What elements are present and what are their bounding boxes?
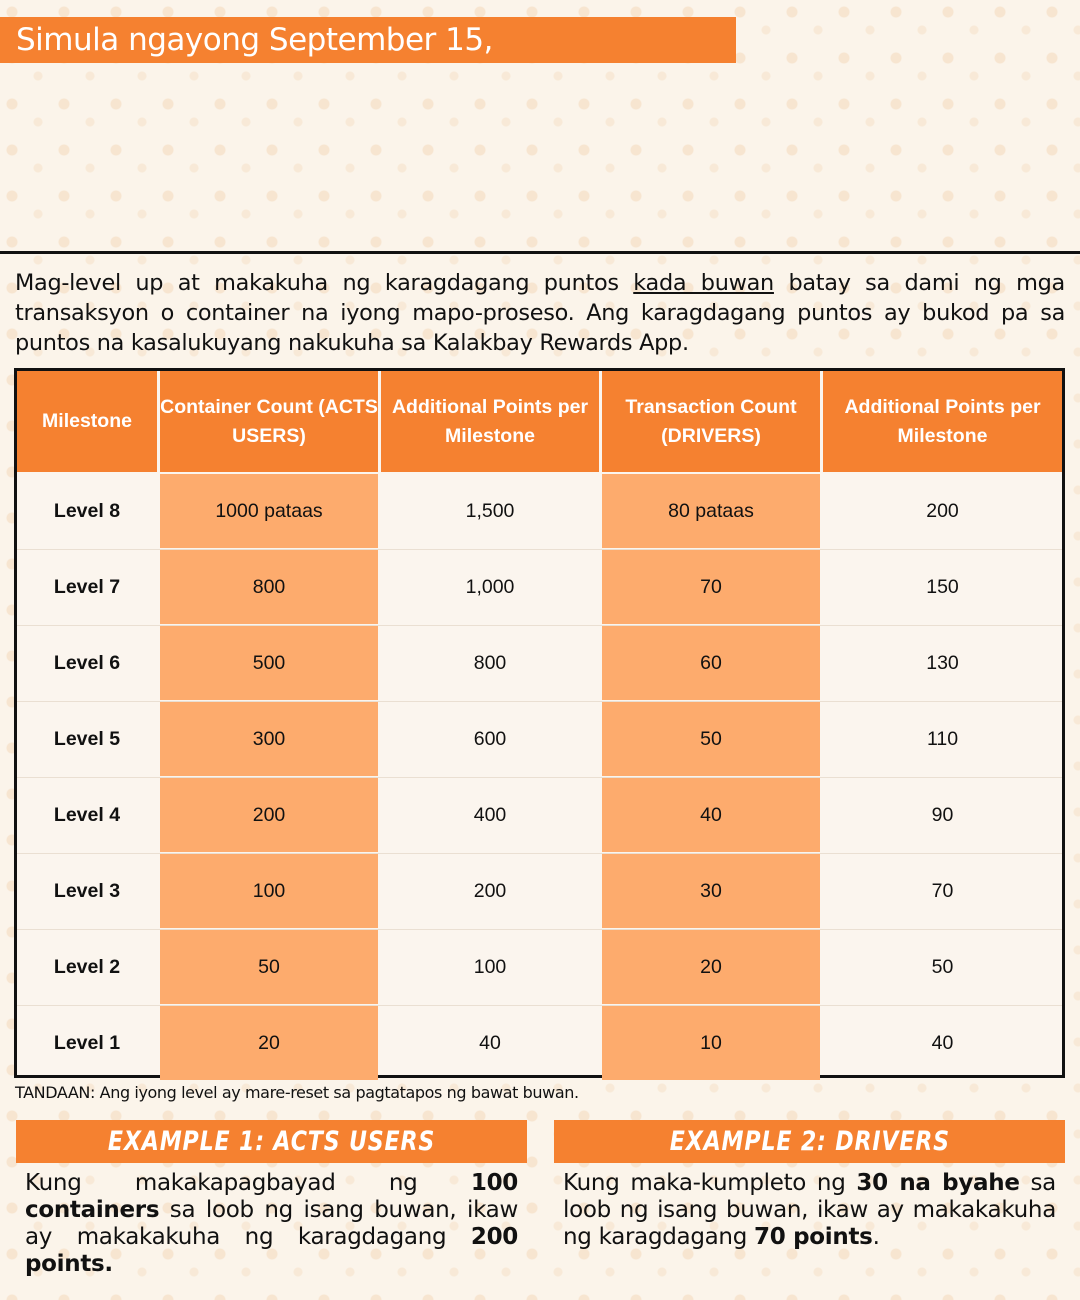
table-row bbox=[17, 1006, 1062, 1082]
example1-banner bbox=[16, 1120, 527, 1163]
cell-acts-points: 1,500 bbox=[465, 499, 515, 522]
header-container-count: Container Count (ACTS USERS) bbox=[160, 371, 378, 472]
cell-driver-points: 200 bbox=[926, 499, 959, 522]
header-title: Simula ngayong September 15, bbox=[16, 22, 493, 58]
reset-note: TANDAAN: Ang iyong level ay mare-reset sa pagtatapos ng bawat buwan. bbox=[15, 1083, 579, 1102]
cell-acts-points: 600 bbox=[473, 727, 507, 750]
cell-container-count: 200 bbox=[160, 778, 378, 852]
cell-container-count: 800 bbox=[160, 550, 378, 624]
cell-container-count: 500 bbox=[160, 626, 378, 700]
cell-level: Level 3 bbox=[53, 879, 121, 902]
example1-title: EXAMPLE 1: ACTS USERS bbox=[107, 1126, 436, 1157]
row-divider bbox=[17, 777, 1062, 778]
cell-acts-points: 1,000 bbox=[465, 575, 515, 598]
cell-level: Level 7 bbox=[53, 575, 121, 598]
intro-text-2: batay sa dami ng mga transaksyon o container na iyong mapo-proseso. Ang karagdagang puntos ay bukod pa sa puntos na kasalukuyang nakukuha sa Kalakbay Rewards App. bbox=[15, 270, 1065, 356]
row-divider bbox=[17, 701, 1062, 702]
milestone-table bbox=[14, 368, 1065, 1078]
table-header bbox=[17, 371, 1062, 472]
cell-acts-points: 40 bbox=[479, 1031, 501, 1054]
table-row bbox=[17, 474, 1062, 550]
cell-level: Level 6 bbox=[53, 651, 121, 674]
cell-driver-points: 90 bbox=[931, 803, 954, 826]
cell-transaction-count: 70 bbox=[602, 550, 820, 624]
cell-transaction-count: 50 bbox=[602, 702, 820, 776]
example2-text-2: sa loob ng isang buwan, ikaw ay makakakuha ng karagdagang bbox=[563, 1170, 1056, 1250]
cell-transaction-count: 80 pataas bbox=[602, 474, 820, 548]
table-row bbox=[17, 702, 1062, 778]
cell-driver-points: 130 bbox=[926, 651, 959, 674]
section-divider bbox=[0, 251, 1080, 254]
table-row bbox=[17, 930, 1062, 1006]
header-acts-points: Additional Points per Milestone bbox=[381, 371, 599, 472]
cell-level: Level 2 bbox=[53, 955, 121, 978]
cell-acts-points: 400 bbox=[473, 803, 507, 826]
example1-text-2: sa loob ng isang buwan, ikaw ay makakakuha ng karagdagang bbox=[25, 1197, 518, 1250]
cell-transaction-count: 20 bbox=[602, 930, 820, 1004]
table-row bbox=[17, 550, 1062, 626]
intro-underlined: kada buwan bbox=[633, 270, 774, 296]
row-divider bbox=[17, 549, 1062, 550]
cell-transaction-count: 10 bbox=[602, 1006, 820, 1080]
example2-bold-1: 30 na byahe bbox=[856, 1170, 1020, 1196]
header-transaction-count: Transaction Count (DRIVERS) bbox=[602, 371, 820, 472]
cell-acts-points: 100 bbox=[473, 955, 507, 978]
cell-transaction-count: 60 bbox=[602, 626, 820, 700]
cell-level: Level 8 bbox=[53, 499, 121, 522]
table-row bbox=[17, 778, 1062, 854]
example2-text-1: Kung maka-kumpleto ng bbox=[563, 1170, 857, 1196]
example1-text-1: Kung makakapagbayad ng bbox=[25, 1170, 471, 1196]
cell-container-count: 100 bbox=[160, 854, 378, 928]
cell-driver-points: 40 bbox=[931, 1031, 954, 1054]
cell-level: Level 5 bbox=[53, 727, 121, 750]
example2-title: EXAMPLE 2: DRIVERS bbox=[669, 1126, 950, 1157]
example2-bold-2: 70 points bbox=[754, 1224, 873, 1250]
cell-driver-points: 70 bbox=[931, 879, 954, 902]
example2-text-3: . bbox=[872, 1224, 880, 1250]
example2-text bbox=[563, 1170, 1056, 1251]
intro-paragraph bbox=[15, 268, 1065, 358]
row-divider bbox=[17, 853, 1062, 854]
example1-text bbox=[25, 1170, 518, 1278]
cell-level: Level 1 bbox=[53, 1031, 121, 1054]
example1-bold-2: 200 points. bbox=[25, 1224, 518, 1277]
cell-level: Level 4 bbox=[53, 803, 121, 826]
table-row bbox=[17, 626, 1062, 702]
row-divider bbox=[17, 1005, 1062, 1006]
cell-container-count: 20 bbox=[160, 1006, 378, 1080]
cell-acts-points: 200 bbox=[473, 879, 507, 902]
intro-text-1: Mag-level up at makakuha ng karagdagang puntos bbox=[15, 270, 634, 296]
header-milestone: Milestone bbox=[17, 371, 157, 472]
example2-banner bbox=[554, 1120, 1065, 1163]
cell-driver-points: 150 bbox=[926, 575, 959, 598]
header-driver-points: Additional Points per Milestone bbox=[823, 371, 1062, 472]
example1-bold-1: 100 containers bbox=[25, 1170, 518, 1223]
row-divider bbox=[17, 929, 1062, 930]
table-row bbox=[17, 854, 1062, 930]
cell-driver-points: 110 bbox=[926, 727, 959, 750]
cell-container-count: 50 bbox=[160, 930, 378, 1004]
cell-transaction-count: 40 bbox=[602, 778, 820, 852]
row-divider bbox=[17, 625, 1062, 626]
cell-driver-points: 50 bbox=[931, 955, 954, 978]
cell-container-count: 300 bbox=[160, 702, 378, 776]
cell-container-count: 1000 pataas bbox=[160, 474, 378, 548]
cell-acts-points: 800 bbox=[473, 651, 507, 674]
cell-transaction-count: 30 bbox=[602, 854, 820, 928]
